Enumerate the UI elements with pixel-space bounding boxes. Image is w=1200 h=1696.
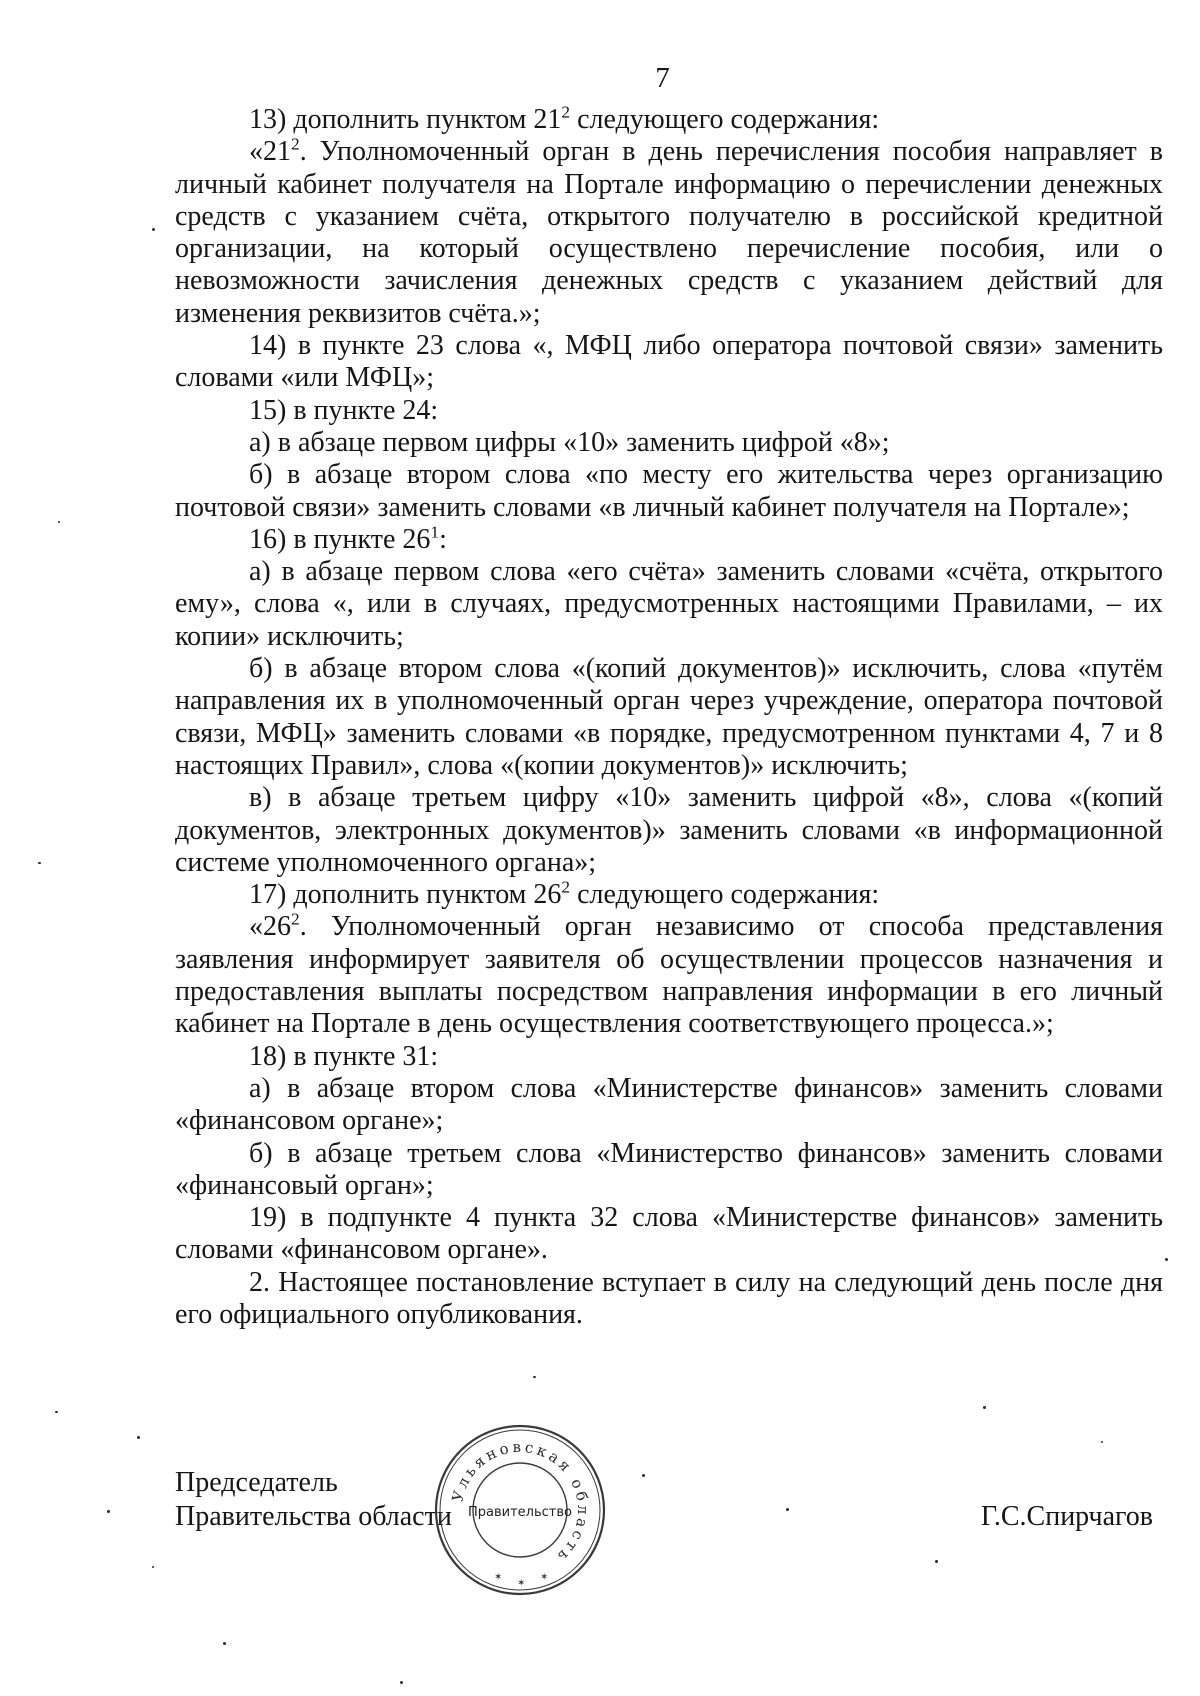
signatory-name: Г.С.Спирчагов bbox=[980, 1501, 1153, 1532]
paragraph: в) в абзаце третьем цифру «10» заменить цифрой «8», слова «(копий документов, электронных документов)» заменить словами «в информационной системе уполномоченного органа»; bbox=[175, 782, 1163, 878]
paragraph: 18) в пункте 31: bbox=[249, 1040, 439, 1072]
paragraph: «$26^2$. Уполномоченный орган независимо от способа представления заявления информирует заявителя об осуществлении процессов назначения и предоставления выплаты посредством направления информации в его личный кабинет на Портале в день осуществления соответствующего процесса.»; bbox=[175, 909, 1163, 1040]
scan-speck bbox=[152, 228, 155, 231]
seal-star-icon: ✶ bbox=[494, 1572, 503, 1583]
paragraph: б) в абзаце втором слова «по месту его жительства через организацию почтовой связи» заменить словами «в личный кабинет получателя на Портале»; bbox=[175, 459, 1163, 523]
scan-speck bbox=[786, 1508, 789, 1511]
paragraph: б) в абзаце втором слова «(копий документов)» исключить, слова «путём направления их в уполномоченный орган через учреждение, оператора почтовой связи, МФЦ» заменить словами «в порядке, предусмотренном пунктами 4, 7 и 8 настоящих Правил», слова «(копии документов)» исключить; bbox=[175, 653, 1163, 781]
paragraph: а) в абзаце первом цифры «10» заменить цифрой «8»; bbox=[249, 426, 890, 458]
seal-ring-text: Ульяновская область bbox=[448, 1437, 593, 1568]
scan-speck bbox=[223, 1642, 226, 1645]
seal-center-text: Правительство bbox=[468, 1505, 572, 1520]
paragraph: 15) в пункте 24: bbox=[249, 394, 439, 426]
scan-speck bbox=[642, 1474, 645, 1477]
scan-speck bbox=[935, 1560, 938, 1563]
seal-star-icon: ✶ bbox=[517, 1578, 526, 1589]
paragraph: 13) дополнить пунктом $21^2$ следующего содержания: bbox=[249, 102, 880, 135]
document-body bbox=[175, 104, 1163, 1331]
signatory-title-line: Правительства области bbox=[175, 1501, 452, 1532]
seal-star-icon: ✶ bbox=[540, 1572, 549, 1583]
paragraph: 17) дополнить пунктом $26^2$ следующего содержания: bbox=[249, 877, 880, 911]
paragraph: 14) в пункте 23 слова «, МФЦ либо оператора почтовой связи» заменить словами «или МФЦ»; bbox=[175, 330, 1163, 394]
official-seal bbox=[430, 1420, 610, 1600]
scan-speck bbox=[58, 521, 60, 523]
scan-speck bbox=[533, 1376, 536, 1378]
signatory-title-line: Председатель bbox=[175, 1467, 338, 1498]
scan-speck bbox=[55, 1411, 58, 1413]
page-number: 7 bbox=[655, 62, 670, 94]
paragraph: а) в абзаце втором слова «Министерстве финансов» заменить словами «финансовом органе»; bbox=[175, 1072, 1163, 1137]
scan-speck bbox=[38, 862, 41, 864]
scan-speck bbox=[1101, 1441, 1103, 1443]
paragraph: «$21^2$. Уполномоченный орган в день перечисления пособия направляет в личный кабинет получателя на Портале информацию о перечислении денежных средств с указанием счёта, открытого получателю в российской кредитной организации, на который осуществлено перечисление пособия, или о невозможности зачисления денежных средств с указанием действий для изменения реквизитов счёта.»; bbox=[175, 134, 1163, 329]
paragraph: б) в абзаце третьем слова «Министерство финансов» заменить словами «финансовый орган»; bbox=[175, 1137, 1163, 1201]
signatory-title bbox=[175, 1466, 452, 1534]
scan-speck bbox=[1165, 1258, 1168, 1261]
scan-speck bbox=[983, 1406, 986, 1409]
paragraph: а) в абзаце первом слова «его счёта» заменить словами «счёта, открытого ему», слова «, или в случаях, предусмотренных настоящими Правилами, – их копии» исключить; bbox=[175, 556, 1163, 652]
paragraph: 2. Настоящее постановление вступает в силу на следующий день после дня его официального опубликования. bbox=[175, 1266, 1163, 1330]
scan-speck bbox=[400, 1681, 403, 1684]
scan-speck bbox=[137, 1436, 140, 1439]
paragraph: 16) в пункте $26^1$: bbox=[249, 522, 447, 555]
scan-speck bbox=[107, 1510, 110, 1513]
scan-speck bbox=[152, 1566, 154, 1568]
paragraph: 19) в подпункте 4 пункта 32 слова «Министерстве финансов» заменить словами «финансовом органе». bbox=[175, 1202, 1163, 1266]
svg-text:Ульяновская область bbox=[448, 1438, 592, 1567]
